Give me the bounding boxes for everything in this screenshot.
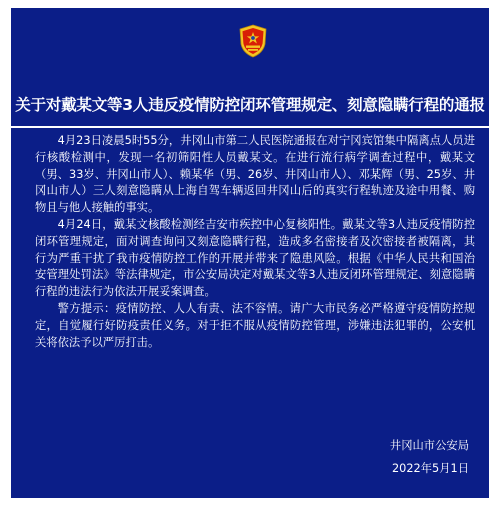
issue-date: 2022年5月1日	[391, 462, 469, 475]
title-divider	[11, 126, 489, 128]
notice-panel	[11, 8, 489, 498]
notice-body	[35, 133, 475, 351]
police-emblem-icon	[238, 24, 268, 58]
paragraph-decision: 4月24日，戴某文核酸检测经吉安市疾控中心复核阳性。戴某文等3人违反疫情防控闭环管理规定，面对调查询问又刻意隐瞒行程，造成多名密接者及次密接者被隔离，其行为严重干扰了我市疫情防控工作的开展并带来了隐患风险。根据《中华人民共和国治安管理处罚法》等法律规定，市公安局决定对戴某文等3人违反闭环管理规定、刻意隐瞒行程的违法行为依法开展妥案调查。	[35, 217, 475, 299]
signature-block	[390, 434, 469, 480]
paragraph-incident: 4月23日凌晨5时55分，井冈山市第二人民医院通报在对宁冈宾馆集中隔离点人员进行核酸检测中，发现一名初筛阳性人员戴某文。在进行流行病学调查过程中，戴某文（男、33岁、井冈山市人）、赖某华（男、26岁、井冈山市人）、邓某辉（男、25岁、井冈山市人）三人刻意隐瞒从上海自驾车辆返回井冈山后的真实行程轨迹及途中用餐、购物且与他人接触的事实。	[35, 134, 475, 215]
notice-title: 关于对戴某文等3人违反疫情防控闭环管理规定、刻意隐瞒行程的通报	[15, 96, 485, 114]
issuer-name: 井冈山市公安局	[389, 439, 469, 452]
paragraph-warning: 警方提示：疫情防控、人人有责、法不容情。请广大市民务必严格遵守疫情防控规定，自觉履行好防疫责任义务。对于拒不服从疫情防控管理，涉嫌违法犯罪的，公安机关将依法予以严厉打击。	[35, 301, 475, 349]
